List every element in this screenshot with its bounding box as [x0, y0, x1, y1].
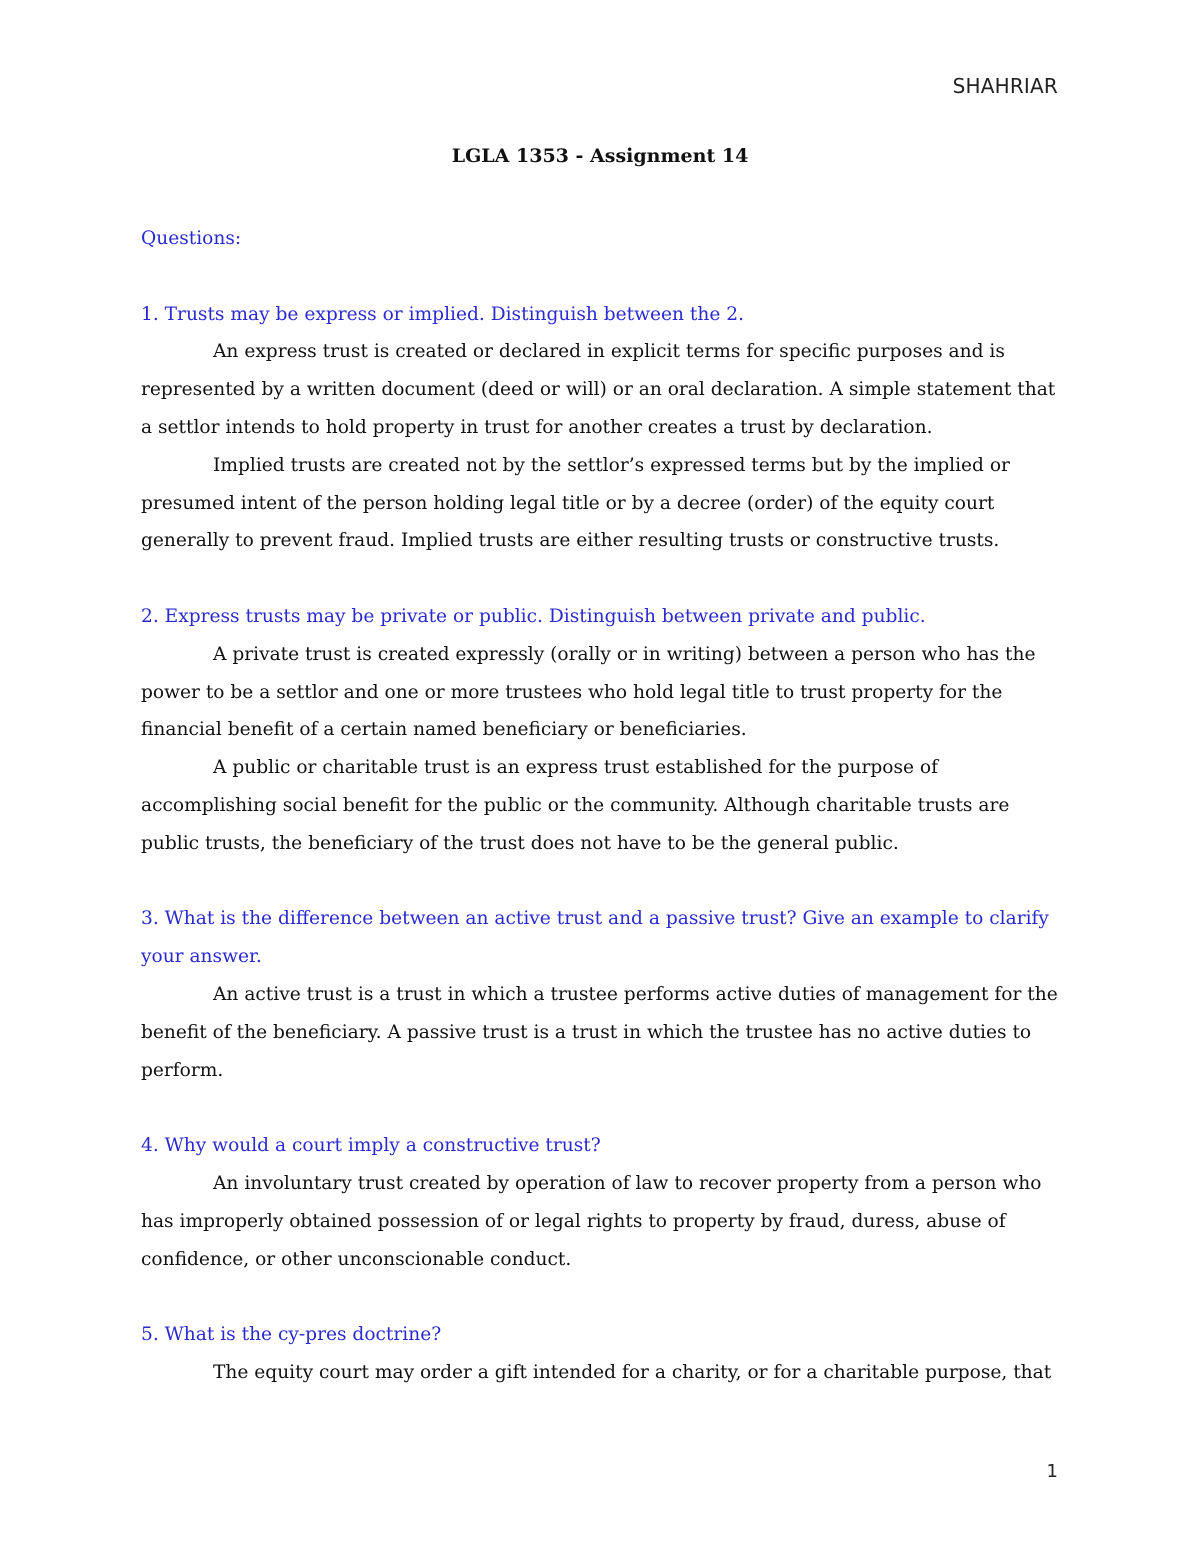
answer-5-paragraph-1: The equity court may order a gift intended for a charity, or for a charitable purpose, that	[213, 1361, 1052, 1383]
question-4: 4. Why would a court imply a constructive trust?	[141, 1135, 601, 1157]
document-body	[141, 220, 1061, 1392]
document-title: LGLA 1353 - Assignment 14	[451, 145, 749, 167]
answer-3-paragraph-1: An active trust is a trust in which a trustee performs active duties of management for the benefit of the beneficiary. A passive trust is a trust in which the trustee has no active duties to perform.	[141, 983, 1058, 1081]
spacer	[141, 1089, 1061, 1127]
spacer	[141, 863, 1061, 901]
answer-2-paragraph-2: A public or charitable trust is an express trust established for the purpose of accomplishing social benefit for the public or the community. Although charitable trusts are public trusts, the beneficiary of the trust does not have to be the general public.	[141, 757, 1010, 854]
questions-heading: Questions:	[141, 228, 242, 249]
answer-4-paragraph-1: An involuntary trust created by operation of law to recover property from a person who has improperly obtained possession of or legal rights to property by fraud, duress, abuse of confidence, or other unconscionable conduct.	[141, 1172, 1042, 1270]
header-author-name: SHAHRIAR	[952, 74, 1058, 98]
page-number: 1	[1046, 1461, 1058, 1482]
answer-1-paragraph-1: An express trust is created or declared in explicit terms for specific purposes and is represented by a written document (deed or will) or an oral declaration. A simple statement that a settlor intends to hold property in trust for another creates a trust by declaration.	[141, 341, 1056, 438]
answer-2-paragraph-1: A private trust is created expressly (orally or in writing) between a person who has the power to be a settlor and one or more trustees who hold legal title to trust property for the financial benefit of a certain named beneficiary or beneficiaries.	[141, 643, 1036, 741]
question-2: 2. Express trusts may be private or public. Distinguish between private and public.	[141, 605, 926, 627]
answer-1-paragraph-2: Implied trusts are created not by the settlor’s expressed terms but by the implied or presumed intent of the person holding legal title or by a decree (order) of the equity court generally to prevent fraud. Implied trusts are either resulting trusts or constructive trusts.	[141, 454, 1010, 552]
spacer	[141, 1278, 1061, 1316]
spacer	[141, 258, 1061, 296]
spacer	[141, 560, 1061, 598]
question-5: 5. What is the cy-pres doctrine?	[141, 1324, 442, 1346]
question-1: 1. Trusts may be express or implied. Distinguish between the 2.	[141, 303, 745, 325]
question-3: 3. What is the difference between an active trust and a passive trust? Give an example to clarify your answer.	[141, 908, 1049, 968]
